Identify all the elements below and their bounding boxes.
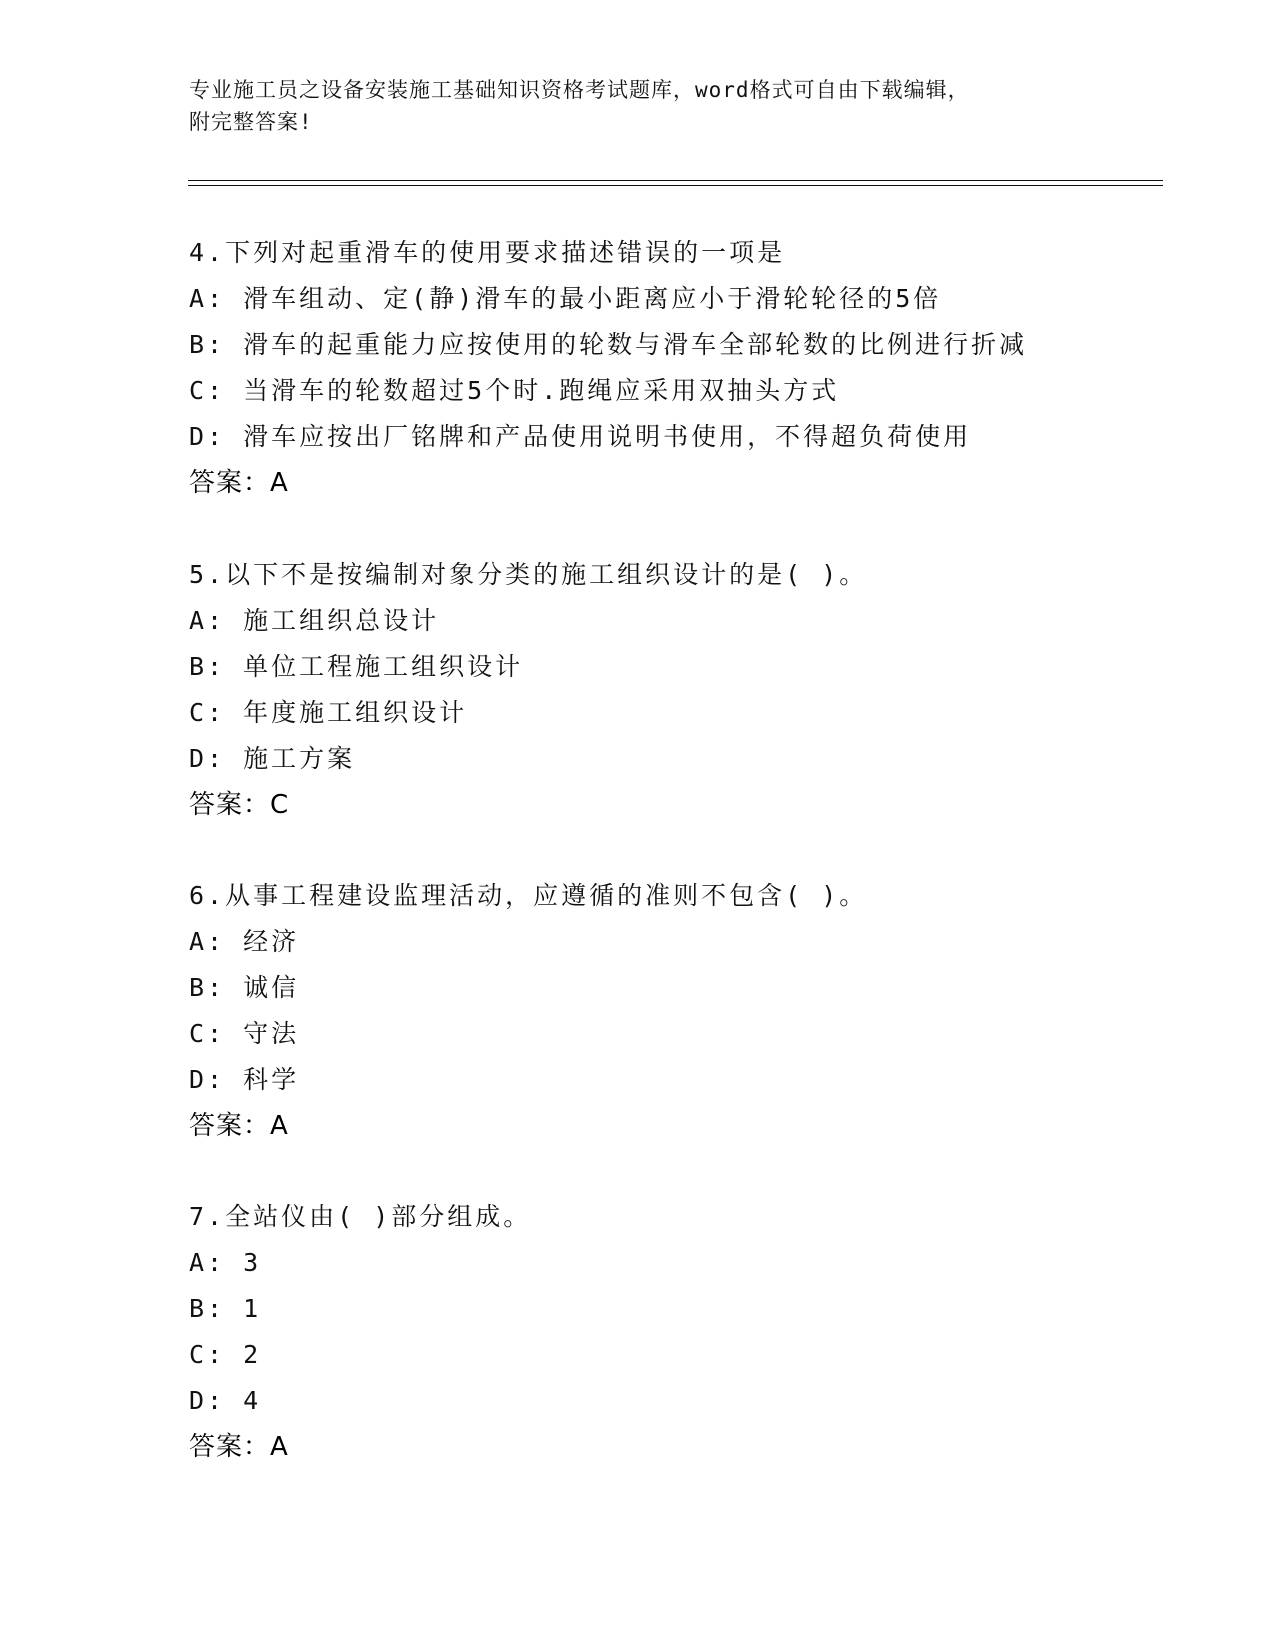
- option-d: D: 滑车应按出厂铭牌和产品使用说明书使用，不得超负荷使用: [189, 422, 972, 451]
- answer: [189, 1103, 1169, 1149]
- answer-value: A: [270, 1432, 289, 1462]
- option-b: B: 单位工程施工组织设计: [189, 652, 524, 681]
- option-c: C: 当滑车的轮数超过5个时.跑绳应采用双抽头方式: [189, 376, 840, 405]
- option-c: C: 2: [189, 1340, 262, 1369]
- header-divider-top: [188, 180, 1163, 181]
- header-divider-bottom: [188, 185, 1163, 186]
- answer-value: C: [270, 790, 290, 820]
- answer-value: A: [270, 468, 289, 498]
- answer-label: 答案：: [189, 790, 271, 820]
- answer-value: A: [270, 1111, 289, 1141]
- question-stem: 4.下列对起重滑车的使用要求描述错误的一项是: [189, 238, 786, 267]
- option-b: B: 诚信: [189, 973, 300, 1002]
- option-d: D: 科学: [189, 1065, 300, 1094]
- question-4: [189, 230, 1169, 506]
- option-c: C: 年度施工组织设计: [189, 698, 468, 727]
- question-stem: 5.以下不是按编制对象分类的施工组织设计的是( )。: [189, 560, 868, 589]
- answer-label: 答案：: [189, 1111, 271, 1141]
- question-stem: 6.从事工程建设监理活动，应遵循的准则不包含( )。: [189, 881, 868, 910]
- option-a: A: 经济: [189, 927, 300, 956]
- option-d: D: 4: [189, 1386, 262, 1415]
- option-b: B: 滑车的起重能力应按使用的轮数与滑车全部轮数的比例进行折减: [189, 330, 1028, 359]
- option-d: D: 施工方案: [189, 744, 356, 773]
- option-a: A: 施工组织总设计: [189, 606, 440, 635]
- question-7: [189, 1194, 1169, 1470]
- option-b: B: 1: [189, 1294, 262, 1323]
- answer: [189, 460, 1169, 506]
- question-6: [189, 873, 1169, 1149]
- answer: [189, 1424, 1169, 1470]
- option-a: A: 3: [189, 1248, 262, 1277]
- header-line-1: 专业施工员之设备安装施工基础知识资格考试题库，word格式可自由下载编辑，: [189, 78, 970, 102]
- option-c: C: 守法: [189, 1019, 300, 1048]
- answer-label: 答案：: [189, 468, 271, 498]
- question-5: [189, 552, 1169, 828]
- option-a: A: 滑车组动、定(静)滑车的最小距离应小于滑轮轮径的5倍: [189, 284, 942, 313]
- header-line-2: 附完整答案!: [189, 110, 313, 134]
- answer-label: 答案：: [189, 1432, 271, 1462]
- document-header: [189, 74, 1069, 138]
- question-stem: 7.全站仪由( )部分组成。: [189, 1202, 532, 1231]
- answer: [189, 782, 1169, 828]
